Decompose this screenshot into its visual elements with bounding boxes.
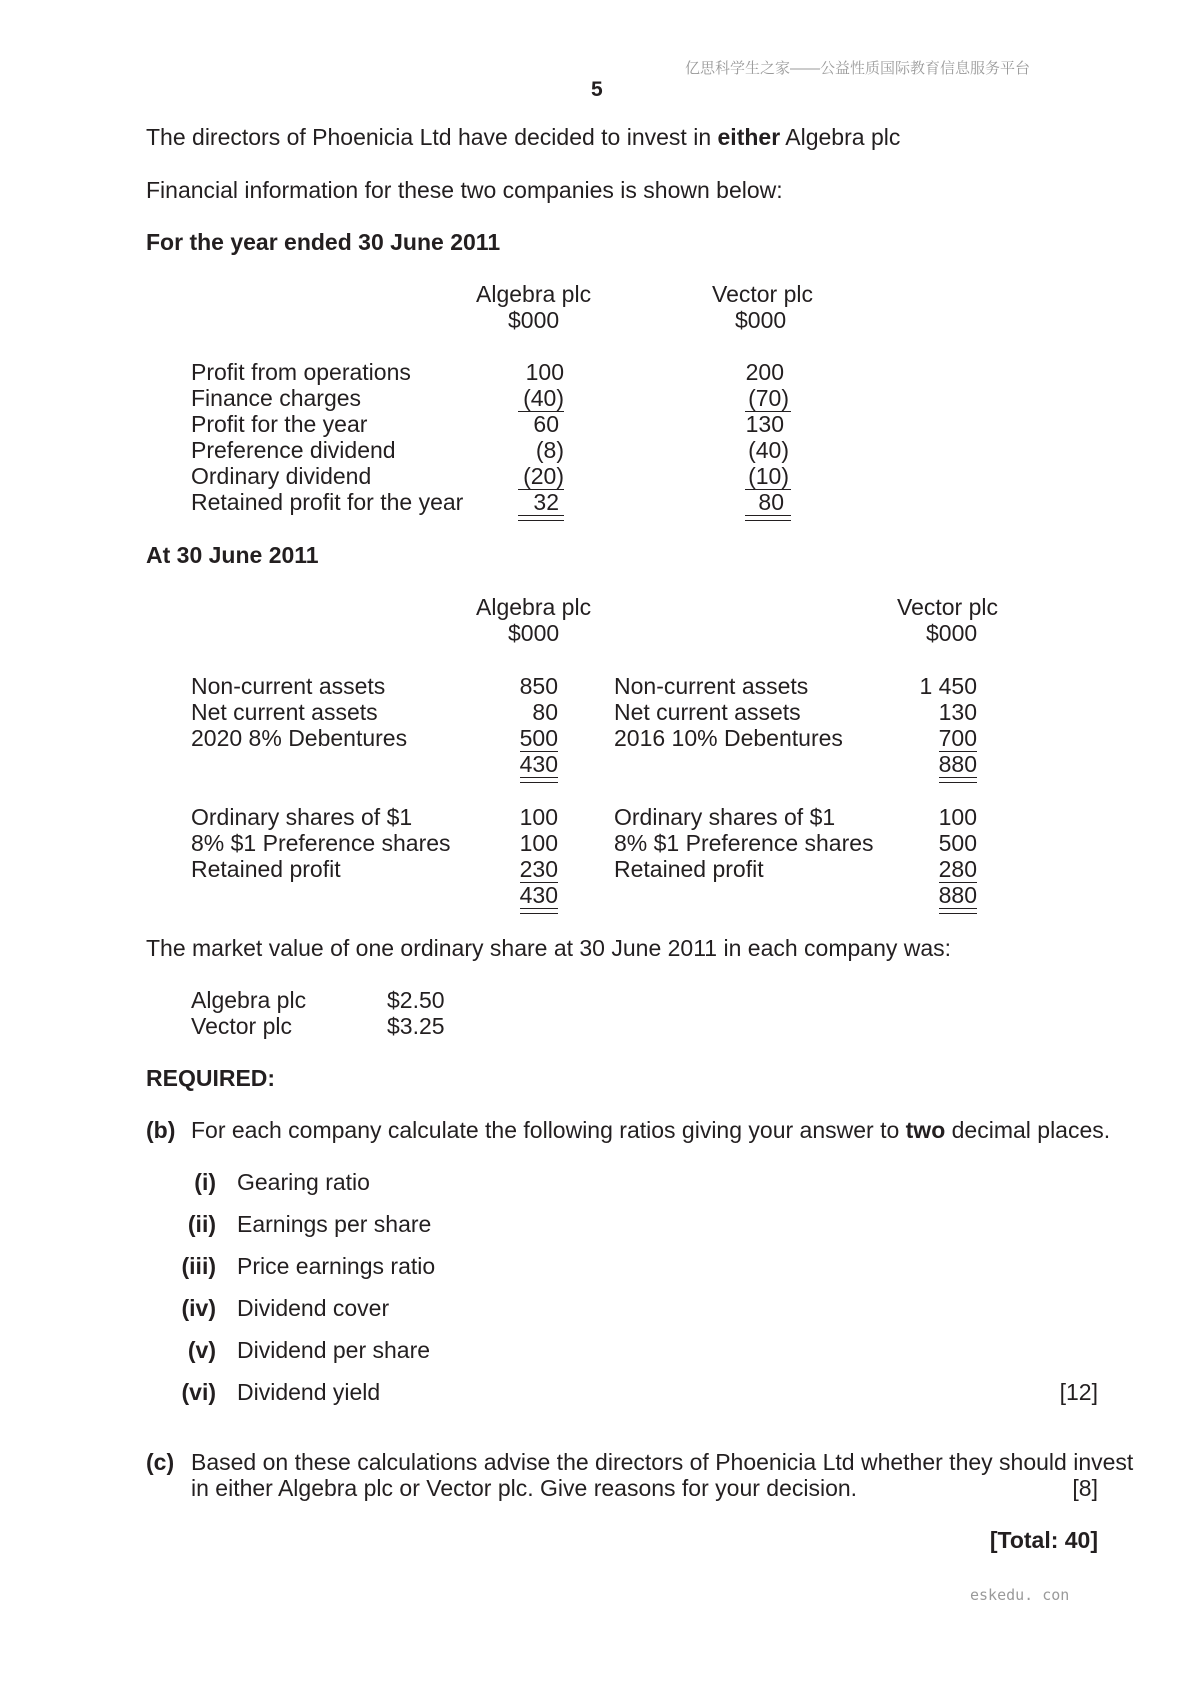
income-algebra-value: 60 <box>533 411 559 437</box>
part-c-line-1: Based on these calculations advise the directors of Phoenicia Ltd whether they should invest <box>191 1449 1134 1475</box>
vector-net-assets: 880 <box>938 751 977 777</box>
market-price: $2.50 <box>387 987 445 1013</box>
subtotal-rule <box>518 489 564 490</box>
income-col-algebra-name: Algebra plc <box>476 281 592 307</box>
intro-line-1 <box>146 124 900 150</box>
total-double-rule <box>745 515 791 521</box>
subtotal-rule <box>520 751 558 752</box>
part-b-text-post: decimal places. <box>945 1117 1111 1143</box>
balance-col-vector-name: Vector plc <box>897 594 998 620</box>
ratio-number: (iv) <box>181 1295 216 1321</box>
vector-asset-value: 130 <box>938 699 977 725</box>
intro-text-pre: The directors of Phoenicia Ltd have decided to invest in <box>146 124 718 150</box>
algebra-asset-label: 2020 8% Debentures <box>191 725 408 751</box>
income-heading: For the year ended 30 June 2011 <box>146 229 501 255</box>
total-marks: [Total: 40] <box>989 1527 1098 1553</box>
vector-equity-value: 100 <box>938 804 977 830</box>
income-vector-value: (40) <box>748 437 789 463</box>
ratio-number: (i) <box>194 1169 216 1195</box>
income-row-label: Preference dividend <box>191 437 396 463</box>
vector-equity-label: Retained profit <box>614 856 764 882</box>
income-col-algebra-unit: $000 <box>508 307 560 333</box>
intro-text-post: Algebra plc <box>780 124 901 150</box>
part-c-line-2: in either Algebra plc or Vector plc. Give reasons for your decision. <box>191 1475 858 1501</box>
ratio-number: (vi) <box>181 1379 216 1405</box>
income-vector-value: (10) <box>748 463 789 489</box>
subtotal-rule <box>939 882 977 883</box>
algebra-equity-total: 430 <box>519 882 558 908</box>
algebra-asset-value: 850 <box>519 673 558 699</box>
vector-equity-value: 500 <box>938 830 977 856</box>
income-col-vector-name: Vector plc <box>712 281 813 307</box>
algebra-equity-label: 8% $1 Preference shares <box>191 830 451 856</box>
required-label: REQUIRED: <box>146 1065 276 1091</box>
income-algebra-value: 100 <box>525 359 564 385</box>
part-b-label: (b) <box>146 1117 176 1143</box>
algebra-equity-label: Retained profit <box>191 856 341 882</box>
market-company: Vector plc <box>191 1013 292 1039</box>
intro-line-2: Financial information for these two companies is shown below: <box>146 177 783 203</box>
algebra-net-assets: 430 <box>519 751 558 777</box>
market-price: $3.25 <box>387 1013 445 1039</box>
part-c-marks: [8] <box>1072 1475 1098 1501</box>
total-double-rule <box>939 908 977 914</box>
vector-asset-value: 1 450 <box>919 673 977 699</box>
part-c-label: (c) <box>146 1449 175 1475</box>
ratio-text: Price earnings ratio <box>237 1253 436 1279</box>
income-row-label: Retained profit for the year <box>191 489 464 515</box>
algebra-asset-value: 500 <box>519 725 558 751</box>
total-double-rule <box>939 777 977 783</box>
income-row-label: Finance charges <box>191 385 362 411</box>
ratio-text: Gearing ratio <box>237 1169 370 1195</box>
ratio-number: (ii) <box>187 1211 216 1237</box>
vector-asset-label: Net current assets <box>614 699 801 725</box>
part-b-text-bold: two <box>905 1117 946 1143</box>
vector-asset-label: Non-current assets <box>614 673 809 699</box>
total-double-rule <box>518 515 564 521</box>
income-vector-value: 130 <box>745 411 784 437</box>
income-algebra-value: 32 <box>533 489 559 515</box>
ratio-text: Dividend cover <box>237 1295 390 1321</box>
algebra-equity-value: 230 <box>519 856 558 882</box>
total-double-rule <box>520 908 558 914</box>
ratio-text: Earnings per share <box>237 1211 432 1237</box>
market-company: Algebra plc <box>191 987 307 1013</box>
intro-text-bold: either <box>717 124 781 150</box>
footer-watermark: eskedu. con <box>970 1586 1070 1604</box>
income-row-label: Profit for the year <box>191 411 368 437</box>
balance-col-algebra-name: Algebra plc <box>476 594 592 620</box>
vector-asset-label: 2016 10% Debentures <box>614 725 843 751</box>
algebra-equity-value: 100 <box>519 830 558 856</box>
income-algebra-value: (40) <box>523 385 564 411</box>
algebra-asset-label: Net current assets <box>191 699 378 725</box>
vector-asset-value: 700 <box>938 725 977 751</box>
balance-heading: At 30 June 2011 <box>146 542 319 568</box>
ratio-number: (v) <box>187 1337 216 1363</box>
subtotal-rule <box>520 882 558 883</box>
income-row-label: Ordinary dividend <box>191 463 372 489</box>
market-intro: The market value of one ordinary share at 30 June 2011 in each company was: <box>146 935 952 961</box>
part-b-text-pre: For each company calculate the following ratios giving your answer to <box>191 1117 906 1143</box>
algebra-equity-label: Ordinary shares of $1 <box>191 804 413 830</box>
subtotal-rule <box>518 411 564 412</box>
vector-equity-label: 8% $1 Preference shares <box>614 830 874 856</box>
algebra-asset-value: 80 <box>532 699 558 725</box>
income-vector-value: 200 <box>745 359 784 385</box>
subtotal-rule <box>745 411 791 412</box>
income-algebra-value: (20) <box>523 463 564 489</box>
subtotal-rule <box>939 751 977 752</box>
ratio-number: (iii) <box>181 1253 216 1279</box>
part-b-marks: [12] <box>1059 1379 1098 1405</box>
vector-equity-value: 280 <box>938 856 977 882</box>
algebra-equity-value: 100 <box>519 804 558 830</box>
balance-col-vector-unit: $000 <box>926 620 978 646</box>
income-col-vector-unit: $000 <box>735 307 787 333</box>
vector-equity-total: 880 <box>938 882 977 908</box>
income-vector-value: (70) <box>748 385 789 411</box>
algebra-asset-label: Non-current assets <box>191 673 386 699</box>
subtotal-rule <box>745 489 791 490</box>
ratio-text: Dividend per share <box>237 1337 431 1363</box>
income-algebra-value: (8) <box>535 437 564 463</box>
header-watermark: 亿思科学生之家——公益性质国际教育信息服务平台 <box>685 60 1031 77</box>
vector-equity-label: Ordinary shares of $1 <box>614 804 836 830</box>
income-vector-value: 80 <box>758 489 784 515</box>
income-row-label: Profit from operations <box>191 359 411 385</box>
page-number: 5 <box>591 78 603 101</box>
balance-col-algebra-unit: $000 <box>508 620 560 646</box>
ratio-text: Dividend yield <box>237 1379 381 1405</box>
part-b-text <box>191 1117 1110 1143</box>
total-double-rule <box>520 777 558 783</box>
